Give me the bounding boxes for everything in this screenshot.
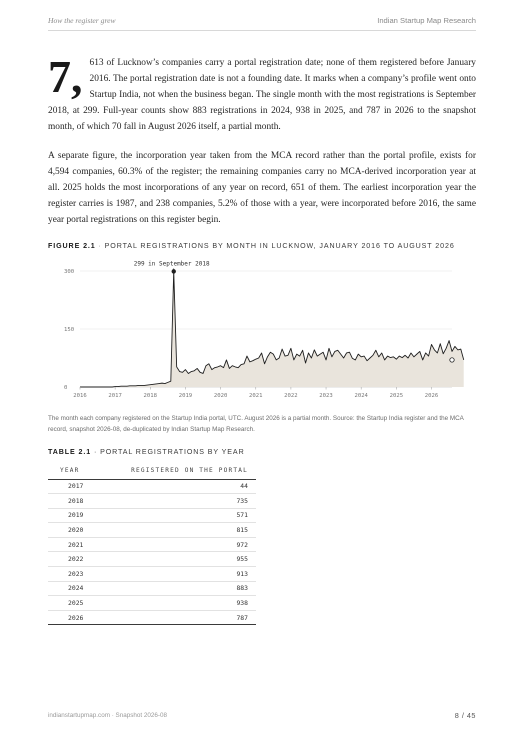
table-number: TABLE 2.1 bbox=[48, 448, 92, 456]
x-tick-label: 2016 bbox=[73, 393, 87, 399]
cell-year: 2025 bbox=[48, 596, 94, 611]
table-row bbox=[48, 567, 256, 582]
x-tick-label: 2019 bbox=[178, 393, 193, 399]
cell-registered: 955 bbox=[94, 552, 256, 567]
cell-registered: 972 bbox=[94, 537, 256, 552]
chapter-title: How the register grew bbox=[48, 16, 116, 25]
cell-registered: 44 bbox=[94, 479, 256, 494]
figure-caption-separator: · bbox=[98, 242, 102, 250]
header-rule bbox=[48, 30, 476, 31]
page-separator: / bbox=[461, 711, 465, 720]
paragraph-incorporation: A separate figure, the incorporation year taken from the MCA record rather than the portal profile, exists for 4,594 companies, 60.3% of the register; the remaining companies carry no MCA-derived incorporation year at all. 2025 holds the most incorporations of any year on record, 651 of them. The earliest incorporation year the register carries is 1987, and 238 companies, 5.2% of those with a year, were incorporated before 2016, the same year portal registrations on this register begin. bbox=[48, 151, 476, 226]
paragraph-registrations bbox=[48, 51, 476, 135]
registrations-table bbox=[48, 462, 256, 625]
column-header-year: YEAR bbox=[48, 462, 94, 479]
table-title: PORTAL REGISTRATIONS BY YEAR bbox=[100, 448, 245, 456]
x-tick-label: 2017 bbox=[108, 393, 122, 399]
cell-year: 2019 bbox=[48, 508, 94, 523]
cell-year: 2020 bbox=[48, 523, 94, 538]
registrations-chart bbox=[48, 260, 476, 410]
y-tick-label: 150 bbox=[64, 327, 75, 333]
cell-registered: 735 bbox=[94, 494, 256, 509]
peak-annotation: 299 in September 2018 bbox=[133, 260, 210, 268]
running-head bbox=[48, 16, 476, 30]
cell-year: 2022 bbox=[48, 552, 94, 567]
y-axis-ticks bbox=[64, 269, 74, 391]
x-tick-label: 2022 bbox=[284, 393, 298, 399]
cell-year: 2024 bbox=[48, 581, 94, 596]
figure-number: FIGURE 2.1 bbox=[48, 242, 96, 250]
cell-registered: 787 bbox=[94, 610, 256, 625]
table-caption bbox=[48, 448, 245, 456]
x-tick-label: 2021 bbox=[249, 393, 263, 399]
table-row bbox=[48, 581, 256, 596]
x-tick-label: 2023 bbox=[319, 393, 333, 399]
cell-registered: 938 bbox=[94, 596, 256, 611]
peak-marker bbox=[172, 269, 176, 273]
cell-year: 2023 bbox=[48, 567, 94, 582]
column-header-registered: REGISTERED ON THE PORTAL bbox=[94, 462, 256, 479]
table-row bbox=[48, 552, 256, 567]
y-tick-label: 0 bbox=[64, 385, 68, 391]
x-tick-label: 2018 bbox=[143, 393, 158, 399]
cell-year: 2018 bbox=[48, 494, 94, 509]
table-header-row bbox=[48, 462, 256, 479]
paragraph-registrations-text: 613 of Lucknow’s companies carry a portal registration date; none of them registered before January 2016. The portal registration date is not a founding date. It marks when a company’s profile went onto Startup India, not when the business began. The single month with the most registrations is September 2018, at 299. Full-year counts show 883 registrations in 2024, 938 in 2025, and 787 in 2026 to the snapshot month, of which 70 fall in August 2026 itself, a partial month. bbox=[48, 58, 476, 133]
figure-note: The month each company registered on the Startup India portal, UTC. August 2026 is a partial month. Source: the Startup India register and the MCA record, snapshot 2026-08, de-duplicated by Indian Startup Map Research. bbox=[48, 415, 464, 433]
page-number bbox=[455, 711, 476, 720]
cell-year: 2026 bbox=[48, 610, 94, 625]
page-total: 45 bbox=[466, 711, 476, 720]
cell-registered: 815 bbox=[94, 523, 256, 538]
x-tick-label: 2020 bbox=[213, 393, 228, 399]
x-axis-ticks bbox=[73, 387, 438, 399]
table-row bbox=[48, 508, 256, 523]
table-caption-separator: · bbox=[93, 448, 98, 456]
last-point-marker bbox=[450, 358, 454, 362]
page-current: 8 bbox=[454, 711, 460, 720]
table-row bbox=[48, 610, 256, 625]
x-tick-label: 2026 bbox=[424, 393, 439, 399]
cell-year: 2017 bbox=[48, 479, 94, 494]
dropcap: 7, bbox=[48, 51, 83, 102]
cell-registered: 883 bbox=[94, 581, 256, 596]
table-row bbox=[48, 494, 256, 509]
table-row bbox=[48, 523, 256, 538]
cell-registered: 913 bbox=[94, 567, 256, 582]
cell-year: 2021 bbox=[48, 537, 94, 552]
table-row bbox=[48, 537, 256, 552]
publisher-name: Indian Startup Map Research bbox=[377, 16, 476, 25]
x-tick-label: 2025 bbox=[389, 393, 404, 399]
table-row bbox=[48, 596, 256, 611]
table-row bbox=[48, 479, 256, 494]
figure-caption bbox=[48, 242, 455, 250]
figure-title: PORTAL REGISTRATIONS BY MONTH IN LUCKNOW, JANUARY 2016 TO AUGUST 2026 bbox=[104, 242, 455, 250]
footer-source: indianstartupmap.com · Snapshot 2026-08 bbox=[48, 712, 168, 719]
cell-registered: 571 bbox=[94, 508, 256, 523]
x-tick-label: 2024 bbox=[354, 393, 368, 399]
y-tick-label: 300 bbox=[64, 269, 75, 275]
